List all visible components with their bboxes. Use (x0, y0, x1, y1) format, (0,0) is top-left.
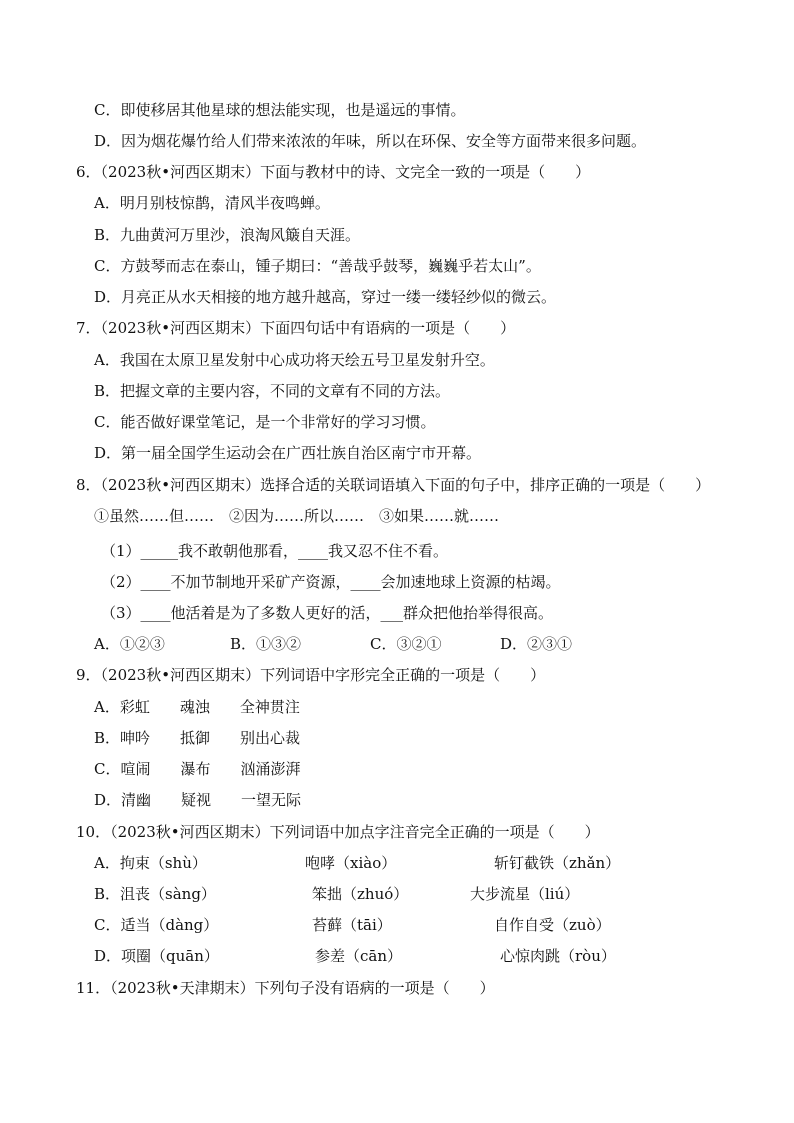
q7-option-b: B．把握文章的主要内容，不同的文章有不同的方法。 (94, 382, 451, 400)
q9-option-b: B．呻吟 抵御 别出心裁 (94, 729, 301, 747)
q9-option-c: C．喧闹 瀑布 汹涌澎湃 (94, 760, 301, 778)
q6-option-a: A．明月别枝惊鹊，清风半夜鸣蝉。 (94, 194, 330, 212)
q10-option-b-3: 大步流星（liú） (470, 885, 580, 903)
q7-option-a: A．我国在太原卫星发射中心成功将天绘五号卫星发射升空。 (94, 351, 495, 369)
q9-option-a: A．彩虹 魂浊 全神贯注 (94, 698, 300, 716)
q6-option-b: B．九曲黄河万里沙，浪淘风簸自天涯。 (94, 226, 361, 244)
q6-option-c: C．方鼓琴而志在泰山，锺子期曰：“善哉乎鼓琴，巍巍乎若太山”。 (94, 257, 541, 275)
q10-option-d-3: 心惊肉跳（ròu） (500, 947, 616, 965)
q8-conjunction-pairs: ①虽然……但…… ②因为……所以…… ③如果……就…… (94, 507, 500, 525)
q8-stem: 8．（2023秋•河西区期末）选择合适的关联词语填入下面的句子中，排序正确的一项是（ ） (76, 476, 711, 494)
q10-option-c-1: C．适当（dàng） (94, 916, 219, 934)
q10-option-b-2: 笨拙（zhuó） (312, 885, 409, 903)
q8-option-c: C．③②① (370, 635, 442, 653)
q8-sentence-2: （2）____不加节制地开采矿产资源，____会加速地球上资源的枯竭。 (101, 573, 561, 591)
q6-stem: 6．（2023秋•河西区期末）下面与教材中的诗、文完全一致的一项是（ ） (76, 163, 591, 181)
q10-option-c-3: 自作自受（zuò） (494, 916, 611, 934)
q9-stem: 9．（2023秋•河西区期末）下列词语中字形完全正确的一项是（ ） (76, 666, 546, 684)
q10-option-a-1: A．拘束（shù） (94, 854, 207, 872)
q9-option-d: D．清幽 疑视 一望无际 (94, 791, 302, 809)
q10-stem: 10．（2023秋•河西区期末）下列词语中加点字注音完全正确的一项是（ ） (76, 823, 600, 841)
q10-option-d-1: D．项圈（quān） (94, 947, 219, 965)
q5-option-c: C．即使移居其他星球的想法能实现，也是遥远的事情。 (94, 101, 466, 119)
q8-option-a: A．①②③ (94, 635, 165, 653)
q7-option-c: C．能否做好课堂笔记，是一个非常好的学习习惯。 (94, 413, 436, 431)
q7-stem: 7．（2023秋•河西区期末）下面四句话中有语病的一项是（ ） (76, 319, 516, 337)
q6-option-d: D．月亮正从水天相接的地方越升越高，穿过一缕一缕轻纱似的微云。 (94, 288, 557, 306)
q10-option-a-2: 咆哮（xiào） (305, 854, 397, 872)
q5-option-d: D．因为烟花爆竹给人们带来浓浓的年味，所以在环保、安全等方面带来很多问题。 (94, 132, 647, 150)
q10-option-b-1: B．沮丧（sàng） (94, 885, 216, 903)
q10-option-a-3: 斩钉截铁（zhǎn） (494, 854, 621, 872)
q8-sentence-1: （1）_____我不敢朝他那看，____我又忍不住不看。 (101, 542, 449, 560)
q10-option-c-2: 苔藓（tāi） (312, 916, 392, 934)
q7-option-d: D．第一届全国学生运动会在广西壮族自治区南宁市开幕。 (94, 444, 482, 462)
q10-option-d-2: 参差（cān） (315, 947, 403, 965)
q11-stem: 11．（2023秋•天津期末）下列句子没有语病的一项是（ ） (76, 979, 495, 997)
q8-option-b: B．①③② (230, 635, 302, 653)
q8-option-d: D．②③① (500, 635, 573, 653)
q8-sentence-3: （3）____他活着是为了多数人更好的活，___群众把他抬举得很高。 (101, 604, 554, 622)
